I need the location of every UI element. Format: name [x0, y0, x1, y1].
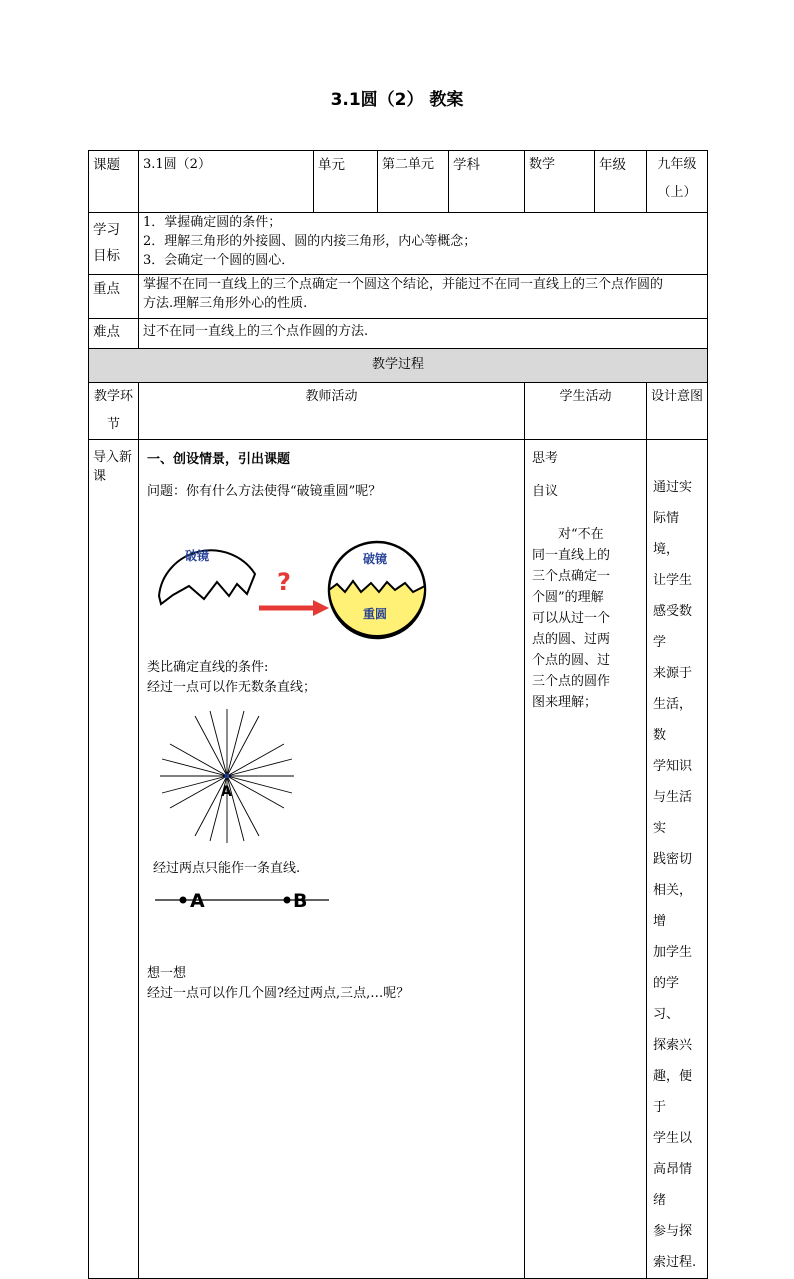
design-line: 加学生的学习、: [653, 945, 693, 1022]
student-activity: [525, 440, 647, 1279]
two-points-text: 经过两点只能作一条直线.: [153, 861, 301, 876]
design-line: 学知识与生活实: [653, 759, 693, 836]
point-a-label: A: [221, 784, 232, 800]
goal-item: 3．会确定一个圆的圆心．: [143, 253, 295, 268]
student-discuss: 自议: [532, 484, 559, 499]
process-title: 教学过程: [89, 349, 708, 383]
goal-item: 2．理解三角形的外接圆、圆的内接三角形，内心等概念；: [143, 234, 477, 249]
design-line: 让学生感受数学: [653, 573, 693, 650]
design-intent: [647, 440, 708, 1279]
page-title: 3.1圆（2） 教案: [330, 90, 464, 110]
process-title-row: [89, 349, 708, 383]
header-teacher: 教师活动: [139, 383, 525, 440]
point-a-dot-2: [180, 897, 187, 904]
line-through-two-points-figure: [147, 882, 337, 912]
lines-through-point-figure: [147, 704, 307, 849]
key-label: 重点: [89, 275, 139, 319]
think-title: 想一想: [147, 966, 187, 981]
info-row: [89, 151, 708, 213]
goals-content: [139, 213, 708, 275]
topic-label: 课题: [89, 151, 139, 213]
design-line: 践密切相关，增: [653, 852, 693, 929]
student-line: 个点的圆、过: [532, 653, 611, 668]
arrow-head: [313, 600, 329, 616]
goals-label: [89, 213, 139, 275]
one-point-text: 经过一点可以作无数条直线；: [147, 680, 317, 695]
think-question: 经过一点可以作几个圆?经过两点,三点,…呢？: [147, 986, 410, 1001]
student-line: 可以从过一个: [532, 611, 611, 626]
content-row: [89, 440, 708, 1279]
topic-value: 3.1圆（2）: [139, 151, 314, 213]
goals-label-line-1: 学习: [93, 222, 120, 238]
grade-value-line-1: 九年级: [657, 157, 697, 172]
grade-value-line-2: （上）: [657, 185, 697, 200]
student-description: [532, 524, 640, 713]
goals-label-line-2: 目标: [93, 248, 120, 264]
broken-mirror-figure: [147, 526, 457, 641]
difficulty-content: 过不在同一直线上的三个点作圆的方法.: [139, 319, 708, 349]
restored-mirror-top-label: 破镜: [363, 552, 388, 566]
subject-label: 学科: [449, 151, 525, 213]
key-points-row: [89, 275, 708, 319]
unit-label: 单元: [314, 151, 378, 213]
goals-row: [89, 213, 708, 275]
teacher-question: 问题：你有什么方法使得“破镜重圆”呢？: [147, 484, 382, 499]
design-line: 参与探索过程.: [653, 1224, 697, 1270]
student-line: 点的圆、过两: [532, 632, 611, 647]
grade-value: [647, 151, 708, 213]
header-student: 学生活动: [525, 383, 647, 440]
student-line: 三个点的圆作: [532, 674, 611, 689]
student-line: 三个点确定一: [532, 569, 611, 584]
process-header-row: [89, 383, 708, 440]
design-line: 探索兴趣，便于: [653, 1038, 693, 1115]
design-line: 学生以高昂情绪: [653, 1131, 693, 1208]
student-line: 对“不在: [558, 527, 604, 542]
key-content: [139, 275, 708, 319]
key-line-2: 方法.理解三角形外心的性质.: [143, 296, 308, 311]
student-line: 同一直线上的: [532, 548, 611, 563]
goal-item: 1．掌握确定圆的条件；: [143, 215, 282, 230]
key-line-1: 掌握不在同一直线上的三个点确定一个圆这个结论，并能过不在同一直线上的三个点作圆的: [143, 277, 664, 292]
teacher-activity: [139, 440, 525, 1279]
lesson-plan-table: [88, 150, 708, 1279]
teacher-heading: 一、创设情景，引出课题: [147, 452, 291, 467]
header-stage: 教学环节: [89, 383, 139, 440]
arrow-question-mark: ?: [277, 568, 291, 596]
point-a-label-2: A: [190, 890, 205, 912]
point-b-dot: [284, 897, 291, 904]
student-line: 图来理解；: [532, 695, 598, 710]
point-b-label: B: [293, 890, 308, 912]
design-line: 通过实际情境，: [653, 480, 693, 557]
design-line: 来源于生活，数: [653, 666, 693, 743]
header-design: 设计意图: [647, 383, 708, 440]
grade-label: 年级: [595, 151, 647, 213]
restored-mirror-bottom-label: 重圆: [363, 607, 388, 621]
student-think: 思考: [532, 451, 559, 466]
point-a-dot: [225, 774, 230, 779]
difficulty-row: [89, 319, 708, 349]
subject-value: 数学: [525, 151, 595, 213]
analogy-text: 类比确定直线的条件:: [147, 660, 269, 675]
unit-value: 第二单元: [378, 151, 449, 213]
stage-name: 导入新课: [89, 440, 139, 1279]
student-line: 个圆”的理解: [532, 590, 604, 605]
broken-mirror-label: 破镜: [185, 549, 210, 563]
difficulty-label: 难点: [89, 319, 139, 349]
